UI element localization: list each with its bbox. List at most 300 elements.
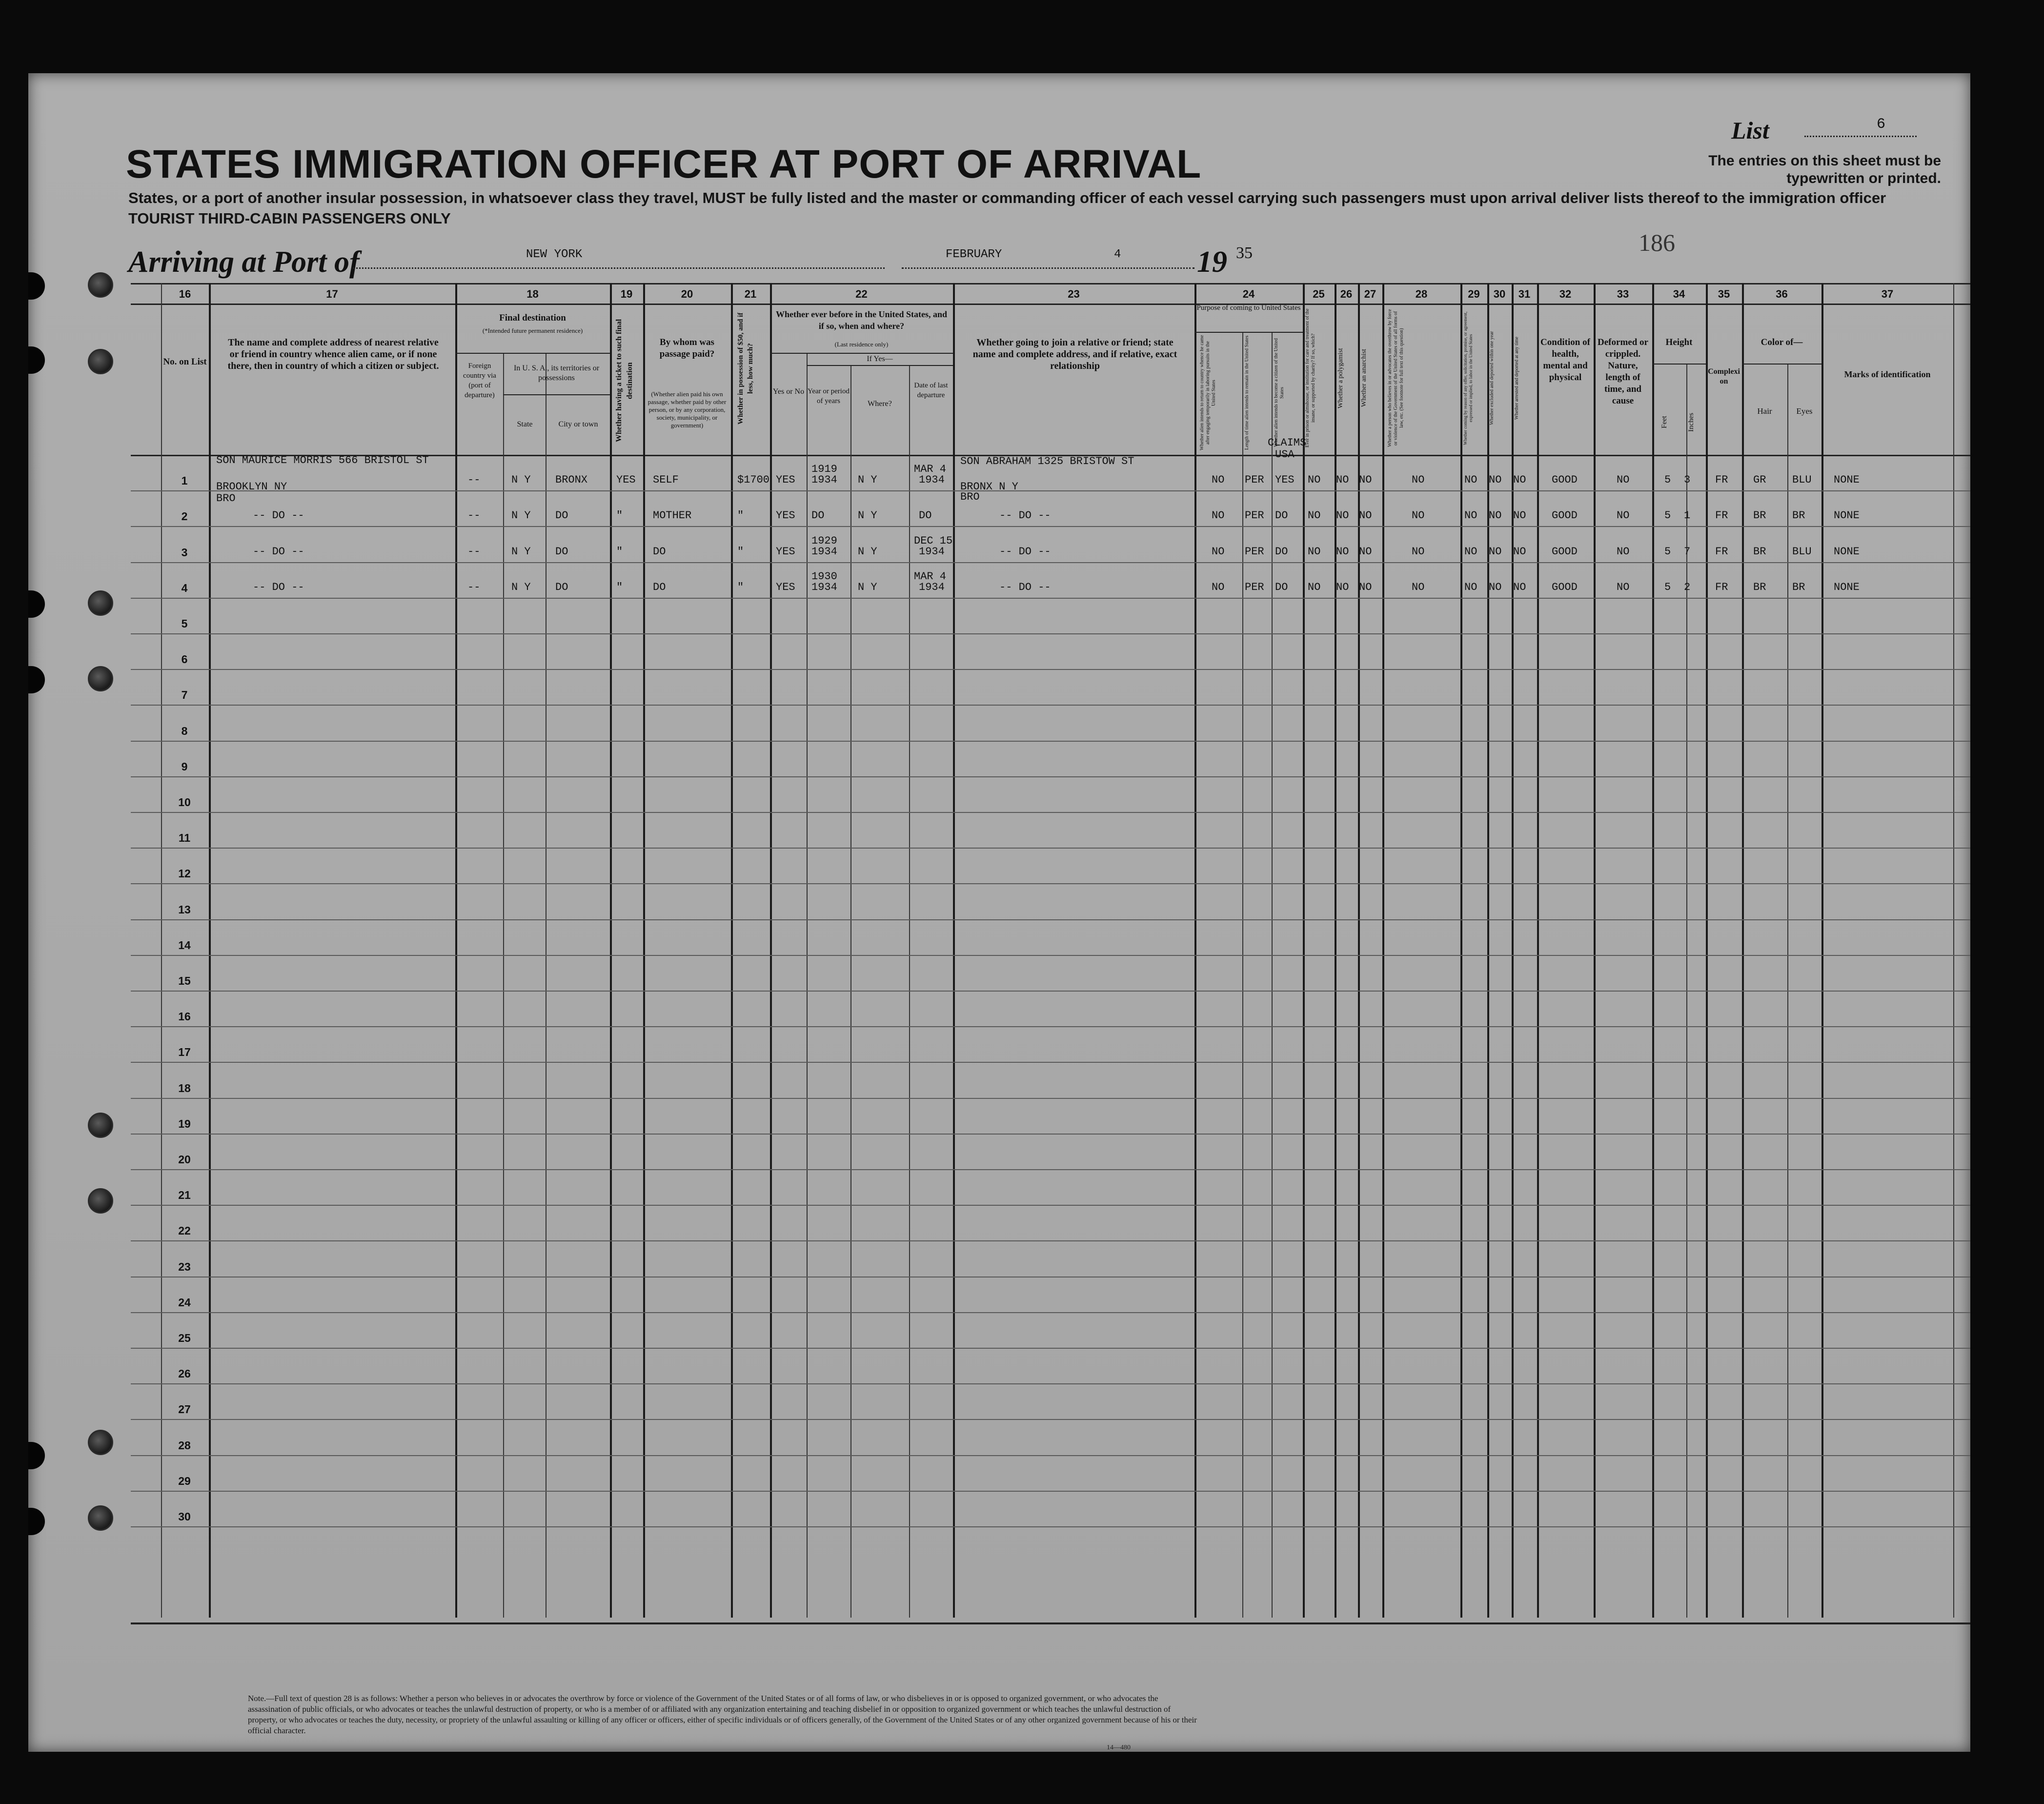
row-rule xyxy=(131,812,1970,813)
inches-cell: 2 xyxy=(1684,581,1691,593)
column-number: 36 xyxy=(1776,288,1788,300)
row-rule xyxy=(131,705,1970,706)
port-line xyxy=(353,267,885,269)
row-number: 25 xyxy=(178,1332,191,1344)
paid-by-cell: SELF xyxy=(653,474,679,486)
row-rule xyxy=(131,669,1970,670)
health-cell: GOOD xyxy=(1552,581,1578,593)
row-rule xyxy=(131,1062,1970,1063)
deported-cell: NO xyxy=(1513,474,1526,486)
state-cell: N Y xyxy=(511,581,531,593)
port-value: NEW YORK xyxy=(526,248,583,261)
col-rule xyxy=(807,353,808,1618)
ticket-cell: " xyxy=(616,509,623,522)
subheader-rule xyxy=(1652,364,1706,365)
prison-cell: NO xyxy=(1308,581,1321,593)
header-possession-50: Whether in possession of $50, and if less, how much? xyxy=(737,312,754,425)
row-number: 27 xyxy=(178,1403,191,1416)
column-number: 24 xyxy=(1242,288,1255,300)
row-rule xyxy=(131,1526,1970,1527)
feet-cell: 5 xyxy=(1664,474,1671,486)
col-rule xyxy=(1460,283,1462,1618)
year-prefix: 19 xyxy=(1197,245,1227,279)
deformed-cell: NO xyxy=(1617,509,1630,522)
row-number: 13 xyxy=(178,903,191,916)
header-passage-paid-note: (Whether alien paid his own passage, whether paid by other person, or by any corporation, society, municipality, or government) xyxy=(648,390,727,429)
header-state: State xyxy=(517,420,533,428)
question-28-cell: NO xyxy=(1412,474,1425,486)
header-no-on-list: No. on List xyxy=(163,357,207,367)
return-cell: NO xyxy=(1212,474,1225,486)
join-relative-line1: SON ABRAHAM 1325 BRISTOW ST xyxy=(960,455,1134,468)
years-top-cell: 1930 xyxy=(811,570,837,583)
length-cell: PER xyxy=(1245,581,1264,593)
arriving-label: Arriving at Port of xyxy=(128,245,360,279)
column-number: 19 xyxy=(620,288,633,300)
header-color-of: Color of— xyxy=(1761,337,1803,347)
deported-cell: NO xyxy=(1513,545,1526,558)
year-suffix: 35 xyxy=(1236,244,1253,262)
header-anarchist: Whether an anarchist xyxy=(1360,349,1368,407)
where-cell: N Y xyxy=(858,581,877,593)
prison-cell: NO xyxy=(1308,509,1321,522)
header-feet: Feet xyxy=(1660,416,1668,428)
excluded-cell: NO xyxy=(1489,509,1502,522)
row-number: 24 xyxy=(178,1296,191,1309)
excluded-cell: NO xyxy=(1489,474,1502,486)
years-cell: 1934 xyxy=(811,474,837,486)
feet-cell: 5 xyxy=(1664,581,1671,593)
col-rule xyxy=(1194,283,1196,1618)
row-number: 23 xyxy=(178,1260,191,1273)
relative-address-line3: BRO xyxy=(216,492,236,505)
column-number: 21 xyxy=(744,288,757,300)
column-number: 16 xyxy=(179,288,191,300)
row-number: 30 xyxy=(178,1510,191,1523)
row-rule xyxy=(131,1134,1970,1135)
subheader-rule xyxy=(807,365,953,366)
header-join-relative: Whether going to join a relative or friend; state name and complete address, and if relative, exact relationship xyxy=(972,337,1177,371)
ever-before-cell: YES xyxy=(776,581,795,593)
header-where: Where? xyxy=(868,400,892,408)
money-cell: " xyxy=(737,545,744,558)
ticket-cell: " xyxy=(616,581,623,593)
labor-cell: NO xyxy=(1464,581,1477,593)
relative-address-line1: -- DO -- xyxy=(253,545,304,558)
join-relative-top: BRO xyxy=(960,491,980,504)
hair-cell: BR xyxy=(1753,545,1766,558)
header-deformed: Deformed or crippled. Nature, length of time, and cause xyxy=(1598,337,1648,406)
deformed-cell: NO xyxy=(1617,581,1630,593)
table-top-rule xyxy=(131,283,1970,284)
row-rule xyxy=(131,1419,1970,1420)
column-number: 20 xyxy=(681,288,693,300)
col-rule xyxy=(161,283,162,1618)
eyes-cell: BLU xyxy=(1792,545,1812,558)
row-rule xyxy=(131,1348,1970,1349)
citizen-cell: DO xyxy=(1275,545,1288,558)
eyes-cell: BLU xyxy=(1792,474,1812,486)
polygamist-cell: NO xyxy=(1336,545,1349,558)
header-year: Year or period of years xyxy=(808,387,850,405)
departure-cell: 1934 xyxy=(919,581,945,593)
col-rule xyxy=(1594,283,1596,1618)
col-rule xyxy=(953,283,955,1618)
col-rule xyxy=(1382,283,1384,1618)
prison-cell: NO xyxy=(1308,545,1321,558)
column-number: 25 xyxy=(1313,288,1325,300)
eyes-cell: BR xyxy=(1792,581,1805,593)
money-cell: " xyxy=(737,581,744,593)
length-cell: PER xyxy=(1245,545,1264,558)
row-rule xyxy=(131,490,1970,491)
years-top-cell: 1919 xyxy=(811,463,837,476)
header-ever-before: Whether ever before in the United States, and if so, when and where? xyxy=(776,309,947,331)
prison-cell: NO xyxy=(1308,474,1321,486)
row-number: 5 xyxy=(181,617,188,630)
paid-by-cell: MOTHER xyxy=(653,509,692,522)
row-rule xyxy=(131,991,1970,992)
health-cell: GOOD xyxy=(1552,474,1578,486)
labor-cell: NO xyxy=(1464,474,1477,486)
column-number: 28 xyxy=(1415,288,1428,300)
feet-cell: 5 xyxy=(1664,545,1671,558)
list-line xyxy=(1804,136,1917,137)
row-rule xyxy=(131,1098,1970,1099)
return-cell: NO xyxy=(1212,581,1225,593)
col-rule xyxy=(1652,283,1654,1618)
header-final-destination-note: (*Intended future permanent residence) xyxy=(482,327,583,334)
citizen-cell: DO xyxy=(1275,509,1288,522)
row-rule xyxy=(131,955,1970,956)
departure-cell: 1934 xyxy=(919,474,945,486)
deformed-cell: NO xyxy=(1617,474,1630,486)
anarchist-cell: NO xyxy=(1359,474,1372,486)
row-rule xyxy=(131,1491,1970,1492)
header-city: City or town xyxy=(558,420,598,428)
header-inches: Inches xyxy=(1687,412,1695,432)
header-instruction: States, or a port of another insular possession, in whatsoever class they travel, MUST be fully listed and the master or commanding officer of each vessel carrying such passengers must upon arrival deliver lists thereof to the immigration officer xyxy=(128,189,1886,206)
citizen-usa-cell: USA xyxy=(1275,448,1295,461)
row-number: 8 xyxy=(181,724,188,737)
column-number: 34 xyxy=(1673,288,1685,300)
binder-hole xyxy=(28,272,45,300)
row-number: 10 xyxy=(178,796,191,809)
ever-before-cell: YES xyxy=(776,474,795,486)
subheader-rule xyxy=(1742,364,1821,365)
return-cell: NO xyxy=(1212,545,1225,558)
hair-cell: BR xyxy=(1753,509,1766,522)
departure-top-cell: MAR 4 xyxy=(914,570,947,583)
money-cell: $1700 xyxy=(737,474,770,486)
row-number: 9 xyxy=(181,760,188,773)
punch-hole-icon xyxy=(88,1188,113,1214)
col-rule xyxy=(1272,332,1273,1618)
years-cell: 1934 xyxy=(811,581,837,593)
column-number: 22 xyxy=(855,288,868,300)
col-rule xyxy=(1953,283,1954,1618)
row-rule xyxy=(131,1026,1970,1027)
citizen-cell: DO xyxy=(1275,581,1288,593)
years-cell: DO xyxy=(811,509,825,522)
col-rule xyxy=(209,283,211,1618)
deformed-cell: NO xyxy=(1617,545,1630,558)
row-rule xyxy=(131,598,1970,599)
col-rule xyxy=(1303,283,1305,1618)
question-28-cell: NO xyxy=(1412,509,1425,522)
column-number: 27 xyxy=(1364,288,1376,300)
health-cell: GOOD xyxy=(1552,509,1578,522)
ticket-cell: " xyxy=(616,545,623,558)
col-rule xyxy=(1242,332,1243,1618)
row-rule xyxy=(131,562,1970,563)
header-polygamist: Whether a polygamist xyxy=(1337,348,1344,408)
row-rule xyxy=(131,1312,1970,1313)
punch-hole-icon xyxy=(88,666,113,691)
labor-cell: NO xyxy=(1464,545,1477,558)
foreign-country-cell: -- xyxy=(467,581,481,593)
header-yes-no: Yes or No xyxy=(772,387,805,396)
city-cell: BRONX xyxy=(555,474,588,486)
passenger-class: TOURIST THIRD-CABIN PASSENGERS ONLY xyxy=(128,210,451,227)
column-number: 37 xyxy=(1881,288,1894,300)
length-cell: PER xyxy=(1245,509,1264,522)
complexion-cell: FR xyxy=(1715,474,1728,486)
complexion-cell: FR xyxy=(1715,545,1728,558)
header-final-destination: Final destination xyxy=(499,313,566,323)
years-cell: 1934 xyxy=(811,545,837,558)
row-number: 29 xyxy=(178,1474,191,1487)
binder-hole xyxy=(28,590,45,618)
row-rule xyxy=(131,883,1970,884)
header-deported: Whether arrested and deported at any time xyxy=(1514,337,1519,420)
row-rule xyxy=(131,1205,1970,1206)
header-length: Length of time alien intends to remain in the United States xyxy=(1244,335,1250,450)
foreign-country-cell: -- xyxy=(467,474,481,486)
row-number: 3 xyxy=(181,546,188,559)
col-rule xyxy=(455,283,457,1618)
subheader-rule xyxy=(1194,332,1303,333)
header-in-usa: In U. S. A., its territories or possessions xyxy=(513,364,600,382)
row-rule xyxy=(131,633,1970,634)
row-rule xyxy=(131,848,1970,849)
column-number: 33 xyxy=(1617,288,1629,300)
row-number: 6 xyxy=(181,653,188,666)
row-number: 14 xyxy=(178,938,191,952)
hair-cell: GR xyxy=(1753,474,1766,486)
complexion-cell: FR xyxy=(1715,581,1728,593)
join-relative-line1: -- DO -- xyxy=(999,581,1051,593)
departure-top-cell: MAR 4 xyxy=(914,463,947,476)
row-number: 12 xyxy=(178,867,191,880)
row-number: 17 xyxy=(178,1046,191,1059)
row-number: 20 xyxy=(178,1153,191,1166)
where-cell: N Y xyxy=(858,509,877,522)
subheader-rule xyxy=(770,353,953,354)
header-height: Height xyxy=(1665,337,1693,347)
state-cell: N Y xyxy=(511,509,531,522)
punch-hole-icon xyxy=(88,1505,113,1531)
polygamist-cell: NO xyxy=(1336,509,1349,522)
excluded-cell: NO xyxy=(1489,545,1502,558)
inches-cell: 7 xyxy=(1684,545,1691,558)
header-if-yes: If Yes— xyxy=(867,355,893,363)
relative-address-line1: SON MAURICE MORRIS 566 BRISTOL ST xyxy=(216,454,429,467)
relative-address-line2: BROOKLYN NY xyxy=(216,481,287,493)
row-number: 7 xyxy=(181,689,188,702)
column-number: 26 xyxy=(1340,288,1353,300)
row-number: 15 xyxy=(178,974,191,987)
col-rule xyxy=(731,283,733,1618)
header-nearest-relative: The name and complete address of nearest relative or friend in country whence alien came, or if none there, then in country of which a citizen or subject. xyxy=(227,337,439,371)
anarchist-cell: NO xyxy=(1359,581,1372,593)
day-value: 4 xyxy=(1114,248,1121,261)
row-rule xyxy=(131,741,1970,742)
state-cell: N Y xyxy=(511,545,531,558)
header-return: Whether alien intends to return to country whence he came after engaging temporarily in laboring pursuits in the United States xyxy=(1199,335,1216,451)
ticket-cell: YES xyxy=(616,474,636,486)
deported-cell: NO xyxy=(1513,509,1526,522)
anarchist-cell: NO xyxy=(1359,545,1372,558)
row-rule xyxy=(131,1455,1970,1456)
marks-cell: NONE xyxy=(1834,545,1860,558)
punch-hole-icon xyxy=(88,272,113,298)
state-cell: N Y xyxy=(511,474,531,486)
row-number: 19 xyxy=(178,1117,191,1130)
header-marks: Marks of identification xyxy=(1844,369,1931,379)
header-hair: Hair xyxy=(1757,406,1772,416)
document-title: STATES IMMIGRATION OFFICER AT PORT OF ARRIVAL xyxy=(126,142,1202,186)
years-top-cell: 1929 xyxy=(811,534,837,547)
relative-address-line1: -- DO -- xyxy=(253,509,304,522)
binder-hole xyxy=(28,346,45,374)
col-rule xyxy=(610,283,612,1618)
header-health: Condition of health, mental and physical xyxy=(1540,337,1590,383)
header-eyes: Eyes xyxy=(1796,406,1813,416)
hair-cell: BR xyxy=(1753,581,1766,593)
binder-hole xyxy=(28,666,45,693)
header-foreign-country: Foreign country via (port of departure) xyxy=(463,362,496,399)
month-value: FEBRUARY xyxy=(946,248,1002,261)
header-complexion: Complexion xyxy=(1708,367,1740,385)
row-number: 22 xyxy=(178,1224,191,1237)
header-citizen: Whether alien intends to become a citizen of the United States xyxy=(1274,338,1285,447)
col-rule xyxy=(1537,283,1539,1618)
citizen-cell: YES xyxy=(1275,474,1295,486)
complexion-cell: FR xyxy=(1715,509,1728,522)
return-cell: NO xyxy=(1212,509,1225,522)
relative-address-line1: -- DO -- xyxy=(253,581,304,593)
column-number-rule xyxy=(131,304,1970,305)
foreign-country-cell: -- xyxy=(467,545,481,558)
subheader-rule xyxy=(503,394,610,395)
marks-cell: NONE xyxy=(1834,474,1860,486)
row-rule xyxy=(131,526,1970,527)
list-label: List xyxy=(1731,117,1769,144)
where-cell: N Y xyxy=(858,474,877,486)
paid-by-cell: DO xyxy=(653,545,666,558)
header-excluded: Whether excluded and deported within one year xyxy=(1489,331,1495,426)
column-number: 30 xyxy=(1493,288,1506,300)
column-number: 31 xyxy=(1518,288,1531,300)
row-rule xyxy=(131,1169,1970,1170)
money-cell: " xyxy=(737,509,744,522)
length-cell: PER xyxy=(1245,474,1264,486)
row-number: 26 xyxy=(178,1367,191,1380)
header-passage-paid: By whom was passage paid? xyxy=(659,337,715,359)
col-rule xyxy=(1706,283,1708,1618)
header-purpose: Purpose of coming to United States xyxy=(1196,304,1301,312)
eyes-cell: BR xyxy=(1792,509,1805,522)
row-rule xyxy=(131,1383,1970,1384)
ever-before-cell: YES xyxy=(776,509,795,522)
row-rule xyxy=(131,1240,1970,1241)
row-number: 1 xyxy=(181,474,188,487)
row-number: 21 xyxy=(178,1189,191,1202)
col-rule xyxy=(643,283,645,1618)
col-rule xyxy=(503,353,504,1618)
row-number: 2 xyxy=(181,510,188,523)
binder-hole xyxy=(28,1442,45,1469)
row-number: 28 xyxy=(178,1439,191,1452)
inches-cell: 3 xyxy=(1684,474,1691,486)
row-number: 4 xyxy=(181,581,188,594)
polygamist-cell: NO xyxy=(1336,474,1349,486)
marks-cell: NONE xyxy=(1834,509,1860,522)
column-number: 18 xyxy=(526,288,539,300)
polygamist-cell: NO xyxy=(1336,581,1349,593)
city-cell: DO xyxy=(555,509,568,522)
subheader-rule xyxy=(455,353,610,354)
header-question-28: Whether a person who believes in or advocates the overthrow by force or violence of the Government of the United States or of all forms of law, etc. (See footnote for full text of this question) xyxy=(1387,309,1404,447)
punch-hole-icon xyxy=(88,349,113,374)
citizen-claims-cell: CLAIMS xyxy=(1268,437,1307,449)
where-cell: N Y xyxy=(858,545,877,558)
column-number: 17 xyxy=(326,288,338,300)
labor-cell: NO xyxy=(1464,509,1477,522)
list-number: 6 xyxy=(1877,116,1886,133)
excluded-cell: NO xyxy=(1489,581,1502,593)
manifest-table xyxy=(131,283,1970,1618)
row-rule xyxy=(131,919,1970,920)
join-relative-line1: -- DO -- xyxy=(999,509,1051,522)
header-departure: Date of last departure xyxy=(914,382,948,399)
feet-cell: 5 xyxy=(1664,509,1671,522)
anarchist-cell: NO xyxy=(1359,509,1372,522)
row-rule xyxy=(131,776,1970,777)
binder-hole xyxy=(28,1508,45,1535)
deported-cell: NO xyxy=(1513,581,1526,593)
row-number: 16 xyxy=(178,1010,191,1023)
page-stamp: 186 xyxy=(1639,229,1675,256)
column-number: 32 xyxy=(1559,288,1572,300)
ever-before-cell: YES xyxy=(776,545,795,558)
column-number: 29 xyxy=(1468,288,1480,300)
header-ticket: Whether having a ticket to such final destination xyxy=(615,319,634,443)
departure-top-cell: DEC 15 xyxy=(914,534,953,547)
footnote: Note.—Full text of question 28 is as follows: Whether a person who believes in or advocates the overthrow by force or violence of the Government of the United States or of all forms of law, or who disbelieves in or is opposed to organized government, or who advocates the assassination of public officials, or who advocates or teaches the unlawful destruction of property, or who is a member of or affiliated with any organization entertaining and teaching disbelief in or opposition to organized government or which teaches the unlawful destruction of property, or who advocates or teaches the duty, necessity, or propriety of the unlawful assaulting or killing of any officer or officers, either of specific individuals or of officers generally, of the Government of the United States or of any other organized government because of his or their official character. xyxy=(248,1694,1197,1735)
inches-cell: 1 xyxy=(1684,509,1691,522)
health-cell: GOOD xyxy=(1552,545,1578,558)
table-bottom-rule xyxy=(131,1622,1970,1624)
col-rule xyxy=(1742,283,1744,1618)
header-ever-before-note: (Last residence only) xyxy=(834,341,889,348)
join-relative-line1: -- DO -- xyxy=(999,545,1051,558)
punch-hole-icon xyxy=(88,1430,113,1455)
question-28-cell: NO xyxy=(1412,545,1425,558)
city-cell: DO xyxy=(555,581,568,593)
row-number: 11 xyxy=(178,831,191,845)
